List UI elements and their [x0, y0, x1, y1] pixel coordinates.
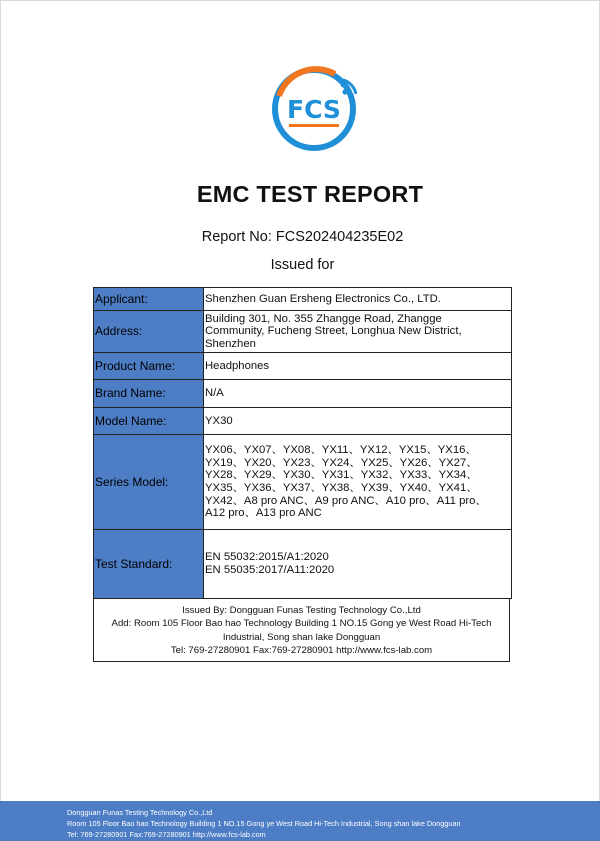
row-label: Applicant:	[94, 288, 204, 311]
issued-contact-line: Tel: 769-27280901 Fax:769-27280901 http://www.fcs-lab.com	[170, 645, 433, 657]
issued-address-line: Add: Room 105 Floor Bao hao Technology Building 1 NO.15 Gong ye West Road Hi-Tech	[111, 618, 492, 630]
row-label: Address:	[94, 311, 204, 353]
footer-company: Dongguan Funas Testing Technology Co.,Ltd	[67, 808, 213, 817]
row-value: Building 301, No. 355 Zhangge Road, Zhangge Community, Fucheng Street, Longhua New District, Shenzhen	[204, 311, 512, 353]
row-value: EN 55032:2015/A1:2020 EN 55035:2017/A11:2020	[204, 530, 512, 599]
row-label: Brand Name:	[94, 380, 204, 408]
row-label: Series Model:	[94, 435, 204, 530]
logo-text: FCS	[287, 95, 341, 124]
row-value: Shenzhen Guan Ersheng Electronics Co., LTD.	[204, 288, 512, 311]
row-label: Model Name:	[94, 408, 204, 435]
table-row	[94, 311, 512, 353]
page-footer	[0, 801, 600, 841]
row-value: Headphones	[204, 353, 512, 380]
report-number: Report No: FCS202404235E02	[201, 229, 404, 245]
table-row	[94, 380, 512, 408]
row-value: YX06、YX07、YX08、YX11、YX12、YX15、YX16、 YX19、YX20、YX23、YX24、YX25、YX26、YX27、 YX28、YX29、YX30、YX31、YX32、YX33、YX34、 YX35、YX36、YX37、YX38、YX39、YX40、YX41、 YX42、A8 pro ANC、A9 pro ANC、A10 pro、A11 pro、 A12 pro、A13 pro ANC	[204, 435, 512, 530]
footer-contact: Tel: 769-27280901 Fax:769-27280901 http://www.fcs-lab.com	[67, 829, 266, 839]
table-row	[94, 408, 512, 435]
table-row	[94, 435, 512, 530]
issued-by-box	[93, 598, 510, 662]
table-row	[94, 288, 512, 311]
row-value: N/A	[204, 380, 512, 408]
row-label: Product Name:	[94, 353, 204, 380]
issued-by-line: Issued By: Dongguan Funas Testing Technology Co.,Ltd	[182, 605, 421, 616]
issued-address-line: Industrial, Song shan lake Dongguan	[222, 631, 381, 643]
row-value: YX30	[204, 408, 512, 435]
issued-for-label: Issued for	[270, 257, 335, 273]
row-label: Test Standard:	[94, 530, 204, 599]
table-row	[94, 353, 512, 380]
report-title: EMC TEST REPORT	[196, 181, 424, 207]
table-row	[94, 530, 512, 599]
logo-underline	[289, 124, 339, 127]
footer-address: Room 105 Floor Bao hao Technology Building 1 NO.15 Gong ye West Road Hi-Tech Industrial, Song shan lake Dongguan	[67, 818, 461, 828]
fcs-logo	[271, 66, 357, 152]
report-info-table	[93, 287, 512, 599]
